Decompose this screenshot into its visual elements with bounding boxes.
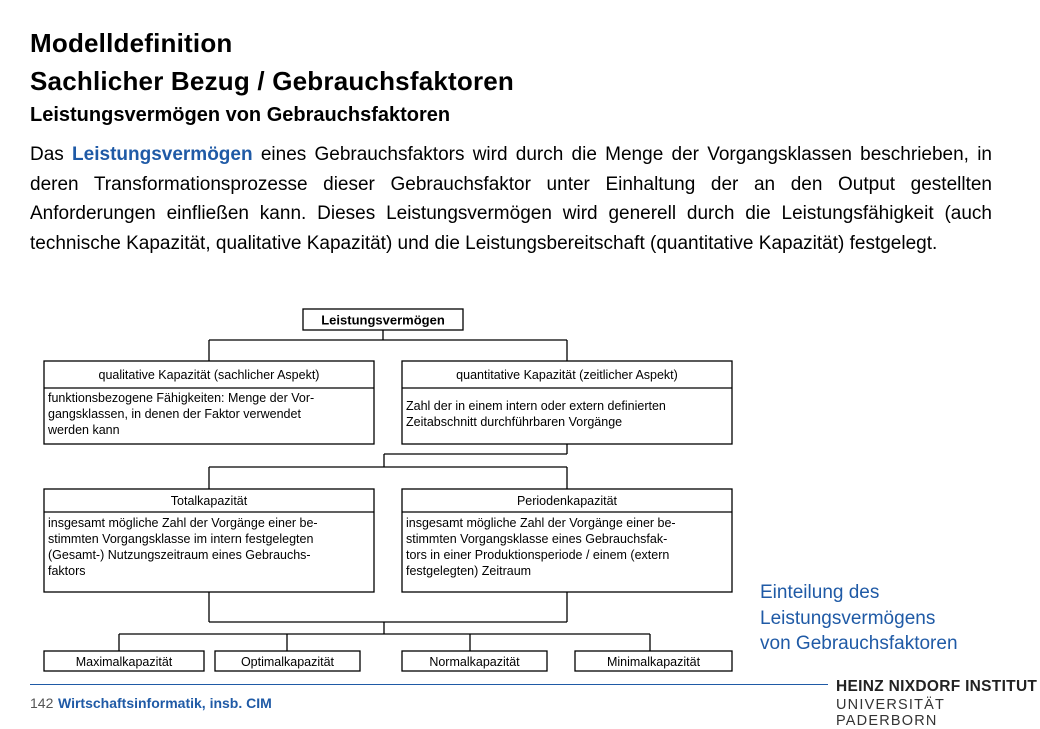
caption-line: Leistungsvermögens [760,607,936,629]
figure-caption [760,580,1020,657]
qualitative-line: gangsklassen, in denen der Faktor verwendet [48,407,301,421]
leaf-label: Maximalkapazität [75,655,173,669]
leaf-label: Optimalkapazität [240,655,335,669]
period-line: festgelegten) Zeitraum [406,564,532,578]
total-line: insgesamt mögliche Zahl der Vorgänge einer be- [48,516,318,530]
caption-line: Einteilung des [760,582,880,603]
section-heading: Leistungsvermögen von Gebrauchsfaktoren [30,104,451,126]
page-subtitle: Sachlicher Bezug / Gebrauchsfaktoren [30,66,515,96]
total-title: Totalkapazität [170,494,248,508]
total-line: stimmten Vorgangsklasse im intern festgelegten [48,532,314,546]
footer-label: Wirtschaftsinformatik, insb. CIM [58,695,272,711]
qualitative-line: werden kann [48,423,120,437]
qualitative-line: funktionsbezogene Fähigkeiten: Menge der Vor- [48,391,315,405]
leaf-label: Normalkapazität [429,655,520,669]
quantitative-title: quantitative Kapazität (zeitlicher Aspekt) [456,368,678,382]
quantitative-line: Zeitabschnitt durchführbaren Vorgänge [406,415,623,429]
caption-line: von Gebrauchsfaktoren [760,633,958,654]
total-line: faktors [48,564,86,578]
leaf-label: Minimalkapazität [606,655,701,669]
page-number: 142 [30,695,54,711]
footer-divider [30,684,828,685]
root-label: Leistungsvermögen [321,312,445,328]
qualitative-title: qualitative Kapazität (sachlicher Aspekt) [98,368,320,382]
body-highlight: Leistungsvermögen [72,144,253,165]
body-rest: eines Gebrauchsfaktors wird durch die Menge der Vorgangsklassen beschrieben, in deren Transformationsprozesse dieser Gebrauchsfaktor unter Einhaltung der an den Output gestellten Anforderungen einfließen kann. Dieses Leistungsvermögen wird generell durch die Leistungsfähigkeit (auch technische Kapazität, qualitative Kapazität) und die Leistungsbereitschaft (quantitative Kapazität) festgelegt. [30,144,992,254]
total-line: (Gesamt-) Nutzungszeitraum eines Gebrauchs- [48,548,311,562]
period-line: tors in einer Produktionsperiode / einem (extern [406,548,670,562]
institute-logo-line1: HEINZ NIXDORF INSTITUT [836,678,1038,695]
period-line: stimmten Vorgangsklasse eines Gebrauchsfak- [406,532,668,546]
period-line: insgesamt mögliche Zahl der Vorgänge einer be- [406,516,676,530]
institute-logo-line2: UNIVERSITÄT PADERBORN [836,697,945,729]
period-title: Periodenkapazität [516,494,618,508]
page-title: Modelldefinition [30,28,233,58]
quantitative-line: Zahl der in einem intern oder extern definierten [406,399,666,413]
body-prefix: Das [30,144,73,165]
